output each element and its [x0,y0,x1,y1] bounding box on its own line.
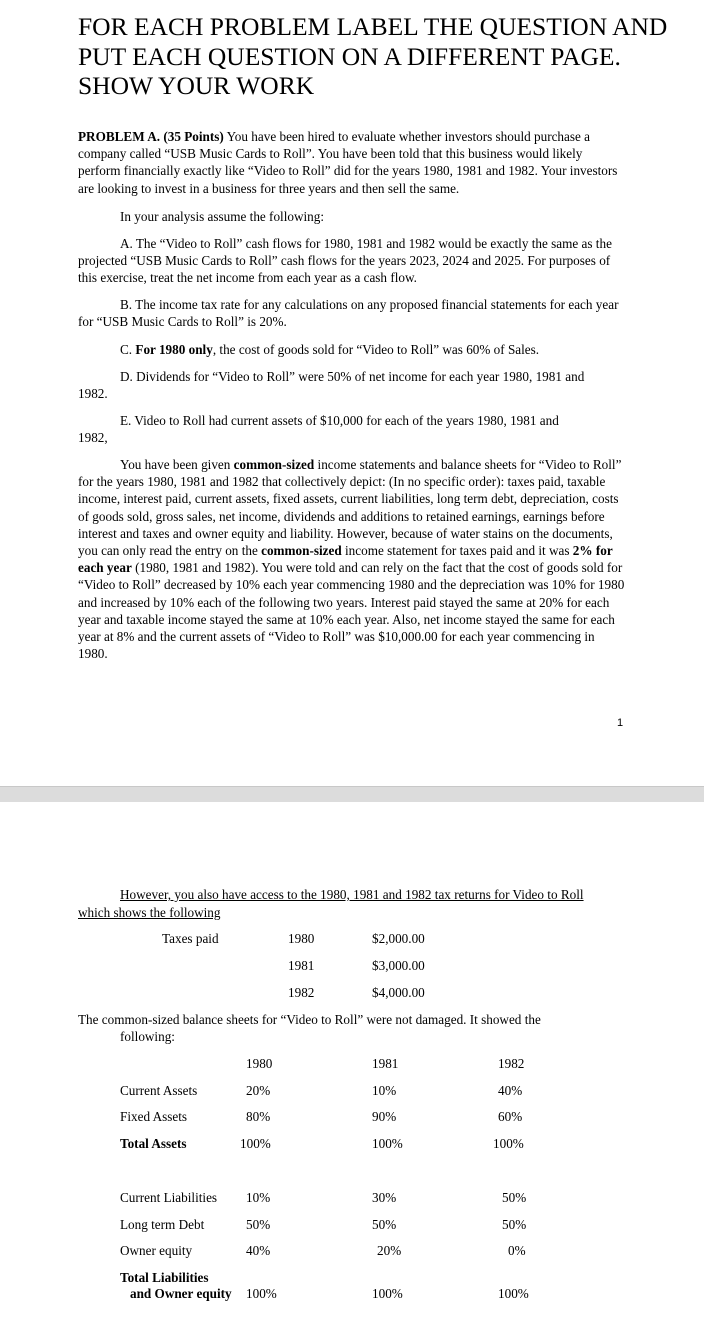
total-liabilities-label-line2: and Owner equity [130,1286,232,1301]
item-b: B. The income tax rate for any calculations on any proposed financial statements for each year for “USB Music Cards to Roll” is 20%. [78,297,619,330]
bs-year-1982: 1982 [498,1056,525,1071]
current-liabilities-1980: 10% [246,1190,271,1205]
item-c-prefix: C. [120,342,133,357]
body-bold-2: common-sized [261,543,342,559]
bs-year-1980: 1980 [246,1056,273,1071]
tax-amount-1982: $4,000.00 [372,985,425,1000]
long-term-debt-label: Long term Debt [120,1217,205,1232]
current-assets-label: Current Assets [120,1083,198,1098]
fixed-assets-1982: 60% [498,1109,523,1124]
tax-amount-1980: $2,000.00 [372,931,425,946]
tax-amount-1981: $3,000.00 [372,958,425,973]
current-liabilities-1982: 50% [502,1190,527,1205]
total-liabilities-1980: 100% [246,1286,277,1301]
page-heading: FOR EACH PROBLEM LABEL THE QUESTION AND PUT EACH QUESTION ON A DIFFERENT PAGE. SHOW YOUR WORK [78,12,668,100]
total-liabilities-1982: 100% [498,1286,529,1301]
tax-returns-intro-line1: However, you also have access to the 1980, 1981 and 1982 tax returns for Video to Roll [120,887,584,902]
current-liabilities-label: Current Liabilities [120,1190,218,1205]
fixed-assets-1980: 80% [246,1109,271,1124]
total-assets-label: Total Assets [120,1136,187,1151]
body-bold-1: common-sized [233,457,315,472]
fixed-assets-label: Fixed Assets [120,1109,188,1124]
common-sized-paragraph [78,456,626,662]
problem-a-label: PROBLEM A. (35 Points) [78,129,224,144]
body-text-1: You have been given [120,457,234,472]
tax-year-1981: 1981 [288,958,315,973]
total-assets-1982: 100% [493,1136,524,1151]
item-c-rest: , the cost of goods sold for “Video to Roll” was 60% of Sales. [212,342,540,357]
owner-equity-label: Owner equity [120,1243,193,1258]
item-c [120,341,640,358]
page-number: 1 [617,717,624,729]
item-c-bold: For 1980 only [135,342,213,357]
total-liabilities-label-line1: Total Liabilities [120,1270,209,1285]
long-term-debt-1982: 50% [502,1217,527,1232]
bs-year-1981: 1981 [372,1056,399,1071]
item-e: E. Video to Roll had current assets of $10,000 for each of the years 1980, 1981 and [120,413,559,428]
current-liabilities-1981: 30% [372,1190,397,1205]
long-term-debt-1981: 50% [372,1217,397,1232]
total-liabilities-1981: 100% [372,1286,403,1301]
current-assets-1982: 40% [498,1083,523,1098]
balance-sheet-intro-line2: following: [120,1029,175,1044]
page-divider [0,786,704,803]
tax-year-1982: 1982 [288,985,315,1000]
owner-equity-1982: 0% [508,1243,526,1258]
body-text-4: (1980, 1981 and 1982). You were told and can rely on the fact that the cost of goods sold for “Video to Roll” decreased by 10% each year commencing 1980 and the depreciation was 10% for 1980 and increased by 10% each of the following two years. Interest paid stayed the same at 20% for each year and taxable income stayed the same at 10% each year. Also, net income stayed the same for each year at 8% and the current assets of “Video to Roll” was $10,000.00 for each year commencing in 1980. [78,560,625,662]
total-assets-1980: 100% [240,1136,271,1151]
document-page-2 [0,802,704,1327]
owner-equity-1981: 20% [377,1243,402,1258]
item-d-continued: 1982. [78,386,108,401]
tax-year-1980: 1980 [288,931,315,946]
current-assets-1980: 20% [246,1083,271,1098]
owner-equity-1980: 40% [246,1243,271,1258]
body-bold-3: 2% for each year [78,543,613,576]
body-text-3: income statement for taxes paid and it was [341,543,573,559]
item-d: D. Dividends for “Video to Roll” were 50% of net income for each year 1980, 1981 and [120,369,585,384]
long-term-debt-1980: 50% [246,1217,271,1232]
balance-sheet-intro-line1: The common-sized balance sheets for “Video to Roll” were not damaged. It showed the [78,1012,541,1027]
problem-a-text: You have been hired to evaluate whether investors should purchase a company called “USB Music Cards to Roll”. You have been told that this business would likely perform financially exactly like “Video to Roll” did for the years 1980, 1981 and 1982. Your investors are looking to invest in a business for three years and then sell the same. [78,129,618,196]
assume-intro: In your analysis assume the following: [120,209,325,224]
item-a: A. The “Video to Roll” cash flows for 1980, 1981 and 1982 would be exactly the same as the projected “USB Music Cards to Roll” cash flows for the years 2023, 2024 and 2025. For purposes of this exercise, treat the net income from each year as a cash flow. [78,236,612,286]
current-assets-1981: 10% [372,1083,397,1098]
fixed-assets-1981: 90% [372,1109,397,1124]
total-assets-1981: 100% [372,1136,403,1151]
body-text-2: income statements and balance sheets for “Video to Roll” for the years 1980, 1981 and 1982 that collectively depict: (In no specific order): taxes paid, taxable income, interest paid, current assets, fixed assets, current liabilities, long term debt, depreciation, costs of goods sold, gross sales, net income, dividends and additions to retained earnings, earnings before interest and taxes and owner equity and liability. However, because of water stains on the documents, you can only read the entry on the [78,457,622,559]
taxes-paid-label: Taxes paid [162,931,219,946]
tax-returns-intro-line2: which shows the following [78,905,221,920]
item-e-continued: 1982, [78,430,108,445]
problem-a-paragraph [78,128,626,197]
